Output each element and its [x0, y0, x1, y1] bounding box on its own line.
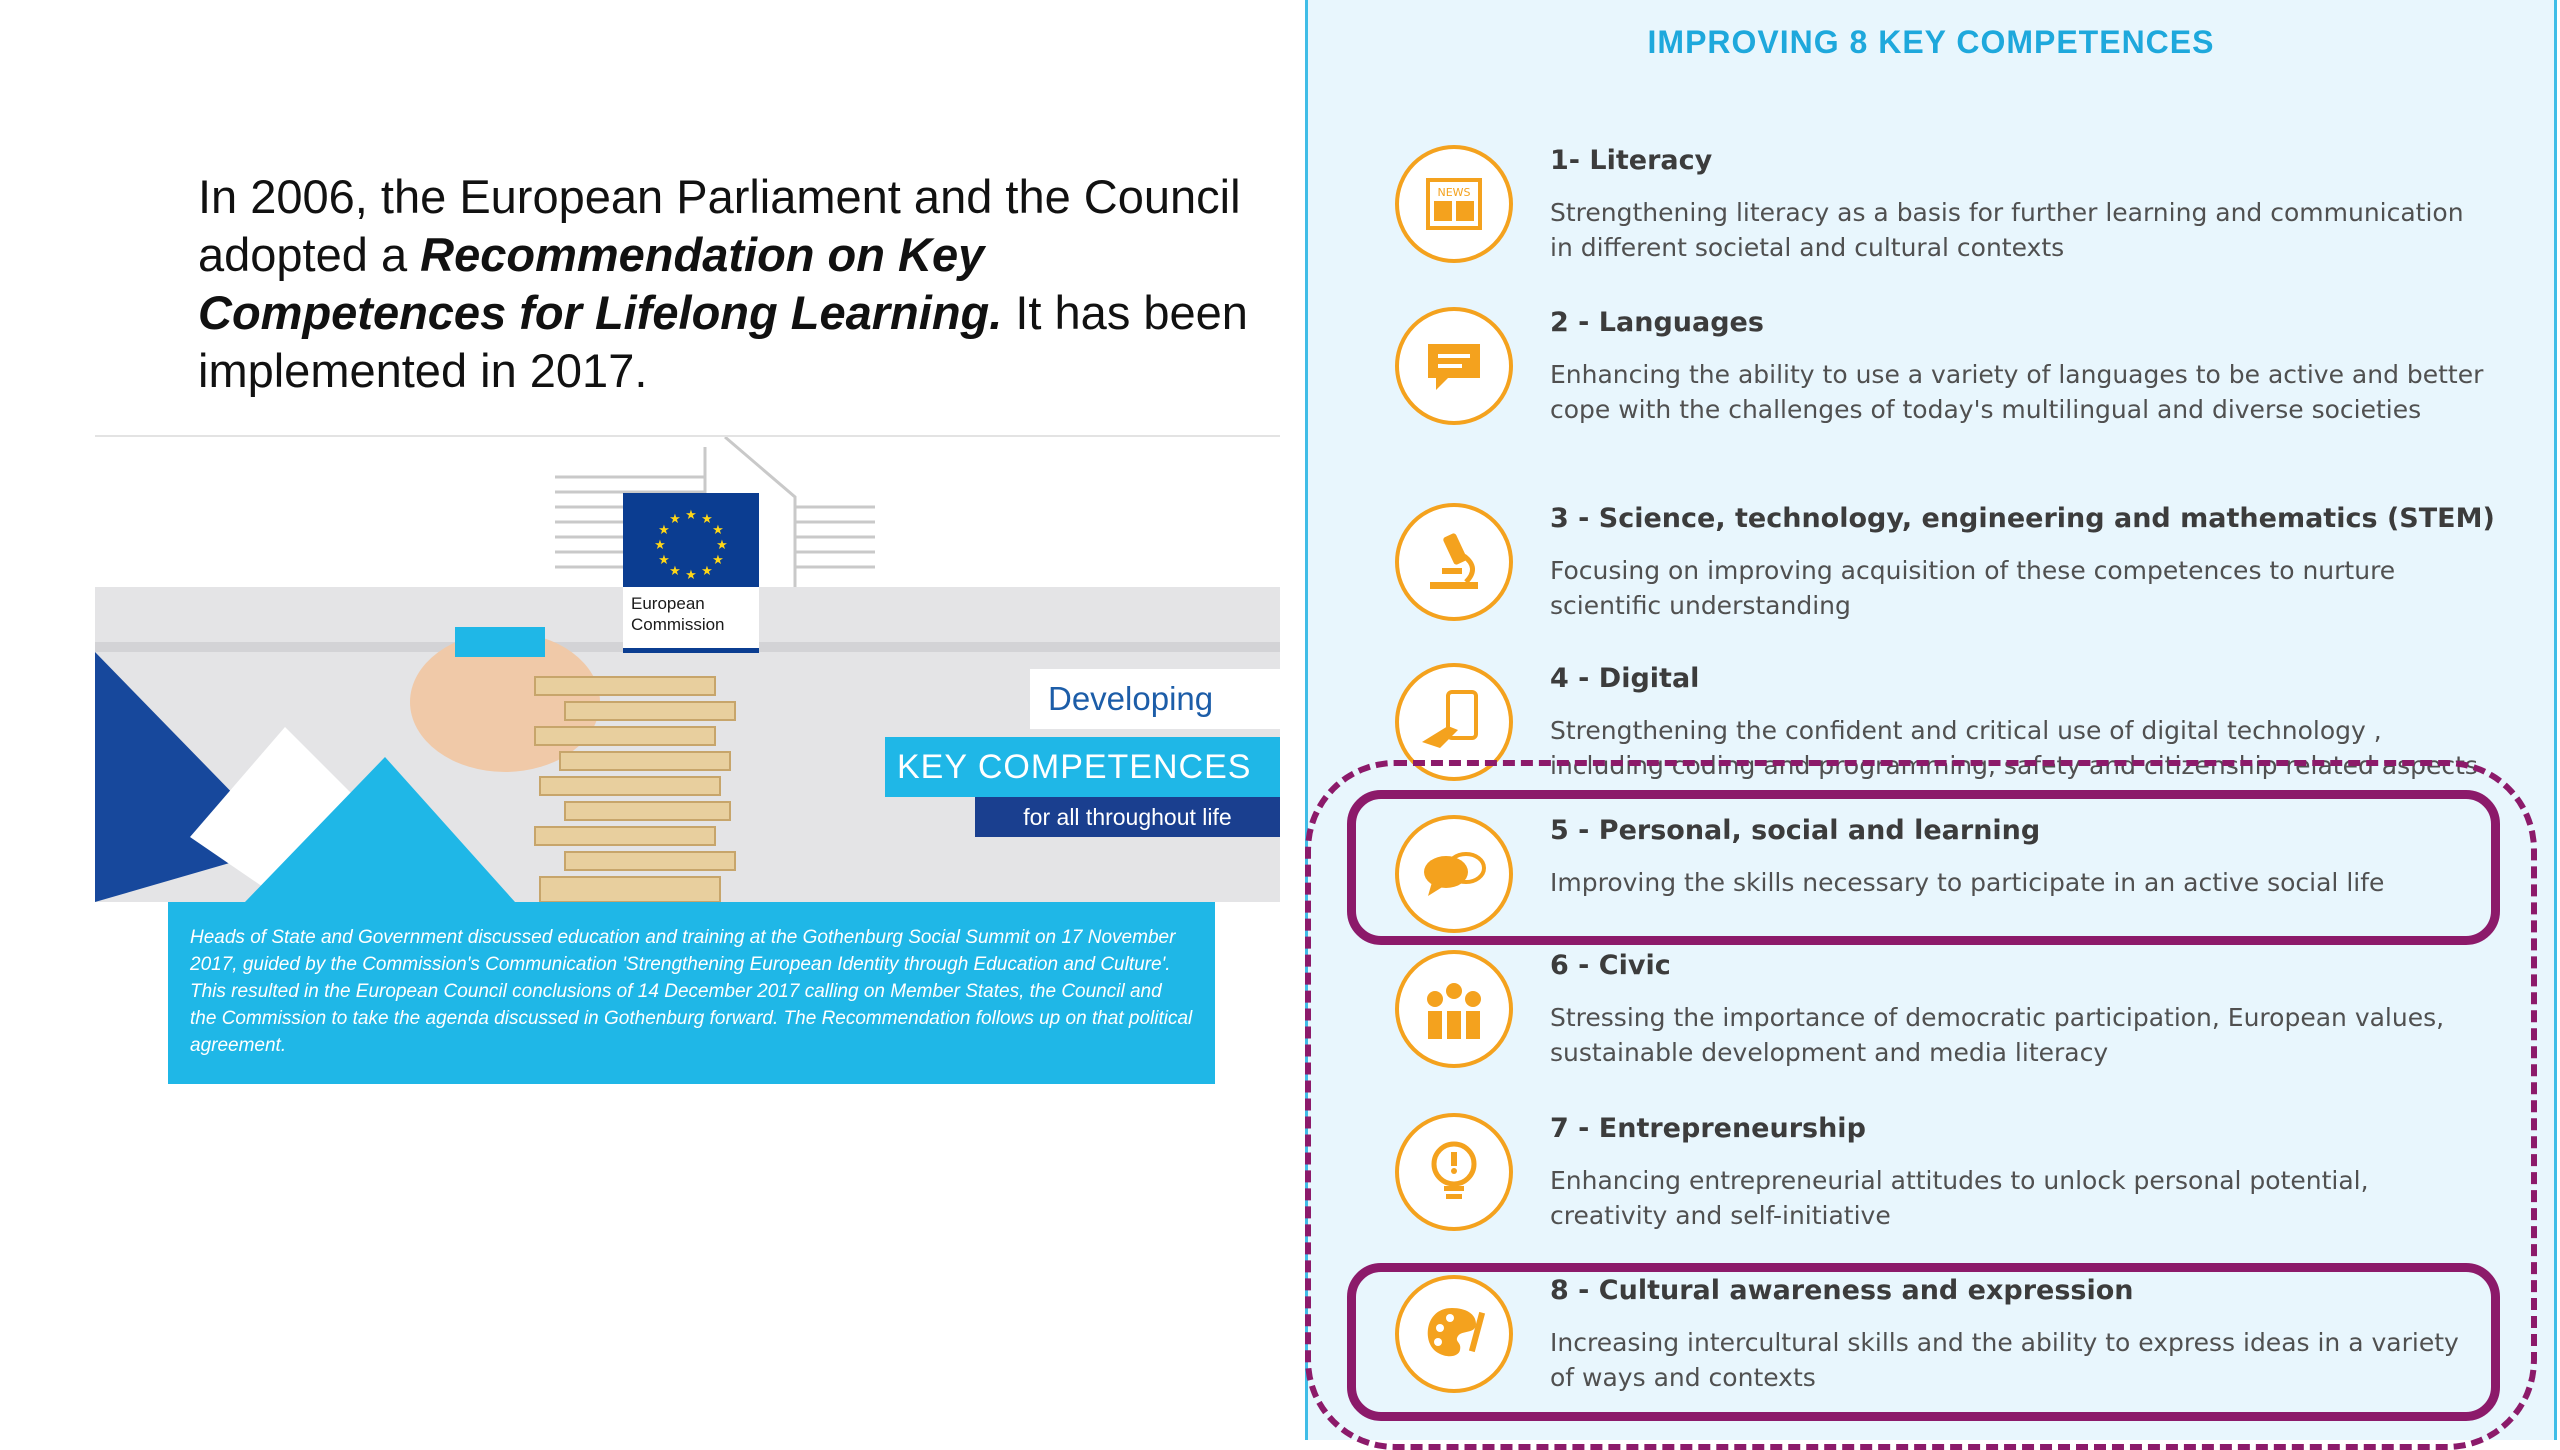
svg-text:★: ★	[701, 564, 713, 579]
svg-text:★: ★	[685, 568, 697, 583]
svg-text:★: ★	[658, 553, 670, 568]
competence-desc: Improving the skills necessary to participate in an active social life	[1550, 868, 2385, 897]
competence-title: 4 - Digital	[1550, 663, 1700, 694]
svg-text:★: ★	[685, 508, 697, 523]
competence-title: 1- Literacy	[1550, 145, 1713, 176]
svg-text:★: ★	[712, 553, 724, 568]
brochure-cover	[95, 437, 1280, 902]
svg-text:★: ★	[669, 564, 681, 579]
competence-desc: Enhancing entrepreneurial attitudes to unlock personal potential, creativity and self-initiative	[1550, 1166, 2369, 1230]
throughout-life-banner: for all throughout life	[975, 797, 1280, 837]
competence-title: 2 - Languages	[1550, 307, 1764, 338]
competence-title: 6 - Civic	[1550, 950, 1671, 981]
microscope-icon	[1395, 503, 1513, 621]
newspaper-icon	[1395, 145, 1513, 263]
highlight-box-8	[1347, 1263, 2500, 1421]
svg-text:★: ★	[658, 523, 670, 538]
eu-underline	[623, 648, 759, 653]
competence-desc: Increasing intercultural skills and the ability to express ideas in a variety of ways and contexts	[1550, 1328, 2459, 1392]
intro-text	[198, 168, 1258, 400]
competence-desc: Enhancing the ability to use a variety of languages to be active and better cope with the challenges of today's multilingual and diverse societies	[1550, 360, 2484, 424]
competence-title: 7 - Entrepreneurship	[1550, 1113, 1866, 1144]
panel-title: IMPROVING 8 KEY COMPETENCES	[1647, 24, 2215, 60]
eu-label-line2: Commission	[631, 615, 725, 634]
intro-part2: It has been implemented in 2017.	[198, 286, 1248, 397]
competence-desc: Stressing the importance of democratic participation, European values, sustainable development and media literacy	[1550, 1003, 2445, 1067]
competence-title: 8 - Cultural awareness and expression	[1550, 1275, 2134, 1306]
highlight-box-5	[1347, 790, 2500, 945]
intro-part1: In 2006, the European Parliament and the Council adopted a	[198, 170, 1241, 281]
competence-desc: Strengthening literacy as a basis for further learning and communication in different societal and cultural contexts	[1550, 198, 2464, 262]
news-icon-text: NEWS	[1437, 186, 1471, 199]
svg-text:★: ★	[654, 538, 666, 553]
svg-text:★: ★	[701, 512, 713, 527]
european-commission-logo	[623, 493, 759, 653]
eu-label	[631, 593, 725, 635]
competence-title: 5 - Personal, social and learning	[1550, 815, 2041, 846]
svg-text:★: ★	[712, 523, 724, 538]
key-competences-banner: KEY COMPETENCES	[885, 737, 1280, 797]
developing-label: Developing	[1030, 669, 1280, 729]
eu-flag-icon	[623, 493, 759, 587]
competence-desc: Focusing on improving acquisition of these competences to nurture scientific understanding	[1550, 556, 2396, 620]
intro-bold-title: Recommendation on Key Competences for Lifelong Learning.	[198, 228, 1003, 339]
summit-quote: Heads of State and Government discussed education and training at the Gothenburg Social Summit on 17 November 2017, guided by the Commission's Communication 'Strengthening European Identity through Education and Culture'. This resulted in the European Council conclusions of 14 December 2017 calling on Member States, the Council and the Commission to take the agenda discussed in Gothenburg forward. The Recommendation follows up on that political agreement.	[168, 902, 1215, 1084]
competence-title: 3 - Science, technology, engineering and mathematics (STEM)	[1550, 503, 2495, 534]
speech-bubble-icon	[1395, 307, 1513, 425]
svg-text:★: ★	[669, 512, 681, 527]
competence-desc: Strengthening the confident and critical use of digital technology , including coding and programming, safety and citizenship related aspects	[1550, 716, 2478, 780]
eu-label-line1: European	[631, 594, 705, 613]
svg-text:★: ★	[716, 538, 728, 553]
